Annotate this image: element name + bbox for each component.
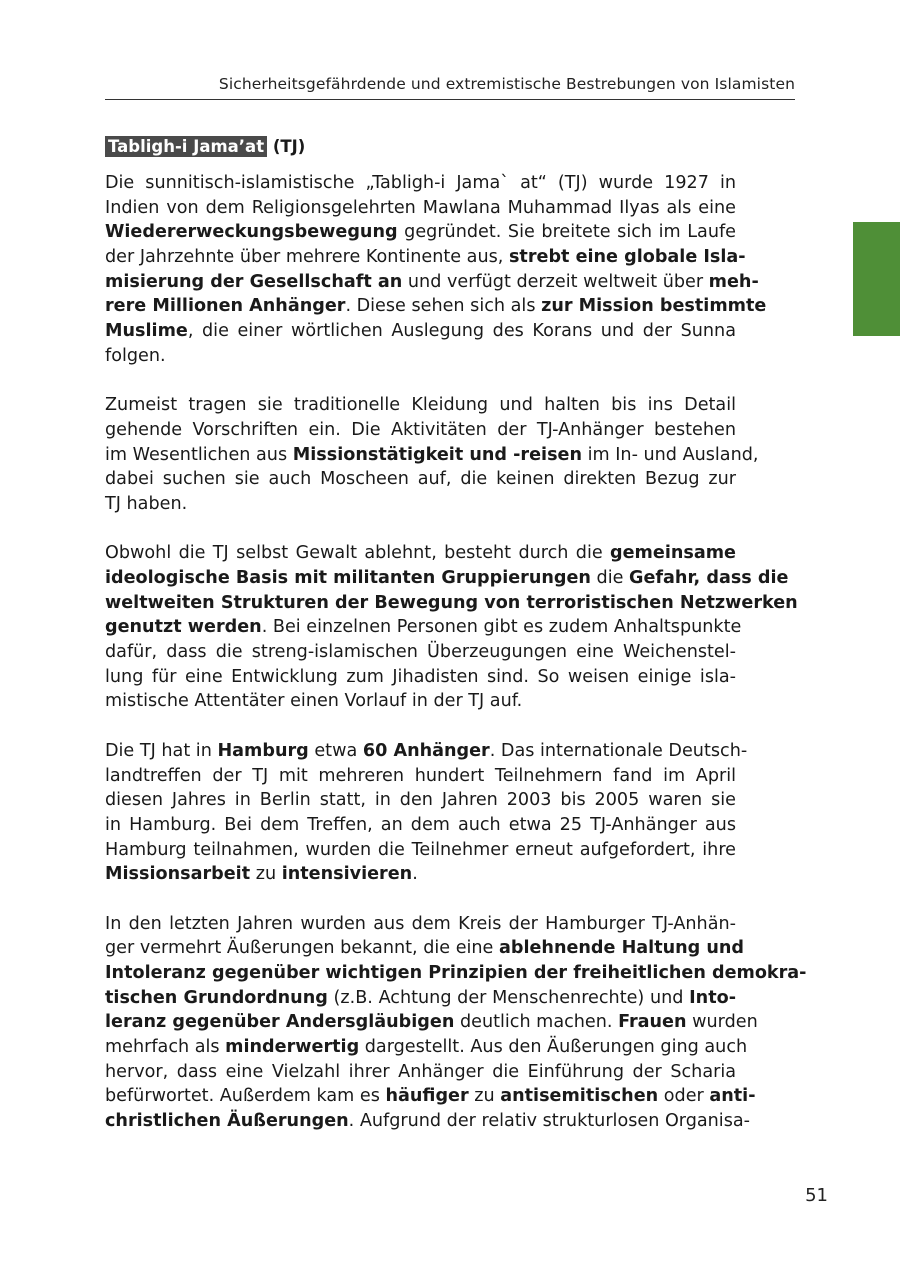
text-run: mehrfach als <box>105 1037 226 1058</box>
text-run: deutlich machen. <box>454 1012 619 1033</box>
text-line <box>105 739 748 764</box>
text-line <box>105 1035 748 1060</box>
text-run: Die sunnitisch-islamistische „Tabligh-i Jama` at“ (TJ) wurde 1927 in <box>105 173 736 193</box>
text-line <box>105 764 736 789</box>
text-run: mistische Attentäter einen Vorlauf in der TJ auf. <box>105 691 523 712</box>
text-run: in Hamburg. Bei dem Treffen, an dem auch etwa 25 TJ-Anhänger aus <box>105 814 736 835</box>
text-run: wurden <box>686 1012 758 1033</box>
text-run: , die einer wörtlichen Auslegung des Korans und der Sunna <box>187 321 736 342</box>
bold-text: minderwertig <box>225 1037 360 1058</box>
text-line <box>105 1010 758 1035</box>
text-run: zu <box>468 1086 501 1107</box>
text-line <box>105 788 736 813</box>
text-line <box>105 912 736 937</box>
bold-text: strebt eine globale Isla- <box>508 247 746 268</box>
text-run: TJ haben. <box>105 493 188 514</box>
text-line <box>105 443 759 468</box>
text-run: . Das internationale Deutsch- <box>489 740 748 761</box>
paragraph-container <box>105 171 807 1134</box>
bold-text: weltweiten Strukturen der Bewegung von terroristischen Netzwerken <box>105 592 798 613</box>
bold-text: meh- <box>708 271 759 292</box>
text-run: oder <box>658 1086 710 1107</box>
text-line <box>105 689 736 714</box>
text-line <box>105 640 736 665</box>
bold-text: Missionstätigkeit und -reisen <box>292 444 583 465</box>
bold-text: genutzt werden <box>105 617 262 638</box>
text-run: gehende Vorschriften ein. Die Aktivitäten der TJ-Anhänger bestehen <box>105 419 736 440</box>
text-run: ger vermehrt Äußerungen bekannt, die eine <box>105 938 499 959</box>
text-run: Die TJ hat in <box>105 740 218 761</box>
paragraph <box>105 393 759 516</box>
text-run: Indien von dem Religionsgelehrten Mawlana Muhammad Ilyas als eine <box>105 197 736 218</box>
text-run: hervor, dass eine Vielzahl ihrer Anhänger die Einführung der Scharia <box>105 1061 736 1082</box>
text-line <box>105 615 742 640</box>
bold-text: Wiedererweckungsbewegung <box>105 222 398 243</box>
text-run: . Bei einzelnen Personen gibt es zudem Anhaltspunkte <box>261 617 742 638</box>
bold-text: antisemitischen <box>500 1086 659 1107</box>
bold-text: 60 Anhänger <box>362 740 490 761</box>
text-line <box>105 665 736 690</box>
text-run: die <box>590 568 630 588</box>
text-line <box>105 344 736 369</box>
bold-text: gemeinsame <box>610 543 736 564</box>
paragraph <box>105 171 767 369</box>
running-header: Sicherheitsgefährdende und extremistische Bestrebungen von Islamisten <box>105 75 795 100</box>
text-run: . <box>412 864 418 885</box>
text-line <box>105 936 745 961</box>
text-run: landtreffen der TJ mit mehreren hundert Teilnehmern fand im April <box>105 765 736 786</box>
bold-text: leranz gegenüber Andersgläubigen <box>105 1012 455 1033</box>
text-line <box>105 220 736 245</box>
document-body <box>105 135 807 1159</box>
text-line <box>105 1084 756 1109</box>
bold-text: christlichen Äußerungen <box>105 1111 349 1132</box>
text-line <box>105 418 736 443</box>
section-heading-suffix: (TJ) <box>272 137 306 156</box>
text-line <box>105 196 736 221</box>
text-run: im Wesentlichen aus <box>105 444 293 465</box>
page-number: 51 <box>805 1185 828 1206</box>
text-run: gegründet. Sie breitete sich im Laufe <box>397 222 736 243</box>
paragraph <box>105 541 798 714</box>
bold-text: Hamburg <box>217 740 309 761</box>
text-line <box>105 245 746 270</box>
text-line <box>105 566 789 591</box>
bold-text: Muslime <box>105 321 188 342</box>
paragraph <box>105 739 748 887</box>
bold-text: Gefahr, dass die <box>629 568 789 588</box>
text-line <box>105 270 759 295</box>
section-heading-highlight: Tabligh-i Jama’at <box>105 136 267 157</box>
text-run: im In- und Ausland, <box>582 444 759 465</box>
text-run: diesen Jahres in Berlin statt, in den Jahren 2003 bis 2005 waren sie <box>105 790 736 811</box>
text-run: zu <box>250 864 282 885</box>
bold-text: ideologische Basis mit militanten Gruppierungen <box>105 568 591 588</box>
text-run: . Diese sehen sich als <box>345 296 542 317</box>
text-run: lung für eine Entwicklung zum Jihadisten sind. So weisen einige isla- <box>105 666 736 687</box>
bold-text: tischen Grundordnung <box>105 987 328 1008</box>
text-line <box>105 541 736 566</box>
text-line <box>105 986 736 1011</box>
text-line <box>105 467 736 492</box>
bold-text: rere Millionen Anhänger <box>105 296 346 317</box>
text-line <box>105 813 736 838</box>
bold-text: ablehnende Haltung und <box>498 938 745 959</box>
bold-text: Missionsarbeit <box>105 864 251 885</box>
text-line <box>105 171 736 196</box>
bold-text: häufiger <box>385 1086 469 1107</box>
text-run: dafür, dass die streng-islamischen Überzeugungen eine Weichenstel- <box>105 642 736 663</box>
text-run: Obwohl die TJ selbst Gewalt ablehnt, besteht durch die <box>105 543 611 564</box>
text-run: befürwortet. Außerdem kam es <box>105 1086 386 1107</box>
text-line <box>105 1060 736 1085</box>
text-run: (z.B. Achtung der Menschenrechte) und <box>327 987 690 1008</box>
text-run: etwa <box>308 740 363 761</box>
bold-text: intensivieren <box>281 864 413 885</box>
text-run: der Jahrzehnte über mehrere Kontinente aus, <box>105 247 509 268</box>
text-line <box>105 319 736 344</box>
text-run: und verfügt derzeit weltweit über <box>402 271 709 292</box>
text-line <box>105 492 736 517</box>
text-line <box>105 862 736 887</box>
text-line <box>105 591 798 616</box>
bold-text: Into- <box>689 987 736 1008</box>
text-run: dabei suchen sie auch Moscheen auf, die keinen direkten Bezug zur <box>105 469 736 490</box>
text-run: Zumeist tragen sie traditionelle Kleidung und halten bis ins Detail <box>105 395 736 416</box>
text-line <box>105 1109 750 1134</box>
bold-text: Frauen <box>618 1012 687 1033</box>
bold-text: zur Mission bestimmte <box>541 296 767 317</box>
text-run: folgen. <box>105 345 166 366</box>
chapter-side-tab <box>853 222 900 336</box>
text-run: In den letzten Jahren wurden aus dem Kreis der Hamburger TJ-Anhän- <box>105 913 736 934</box>
bold-text: misierung der Gesellschaft an <box>105 271 403 292</box>
section-heading <box>105 135 736 159</box>
text-run: . Aufgrund der relativ strukturlosen Organisa- <box>348 1111 750 1132</box>
bold-text: Intoleranz gegenüber wichtigen Prinzipien der freiheitlichen demokra- <box>105 963 807 983</box>
text-line <box>105 961 807 986</box>
text-line <box>105 294 767 319</box>
paragraph <box>105 912 807 1134</box>
bold-text: anti- <box>709 1086 756 1107</box>
text-line <box>105 393 736 418</box>
text-line <box>105 838 736 863</box>
text-run: dargestellt. Aus den Äußerungen ging auch <box>359 1037 748 1058</box>
text-run: Hamburg teilnahmen, wurden die Teilnehmer erneut aufgefordert, ihre <box>105 839 736 860</box>
